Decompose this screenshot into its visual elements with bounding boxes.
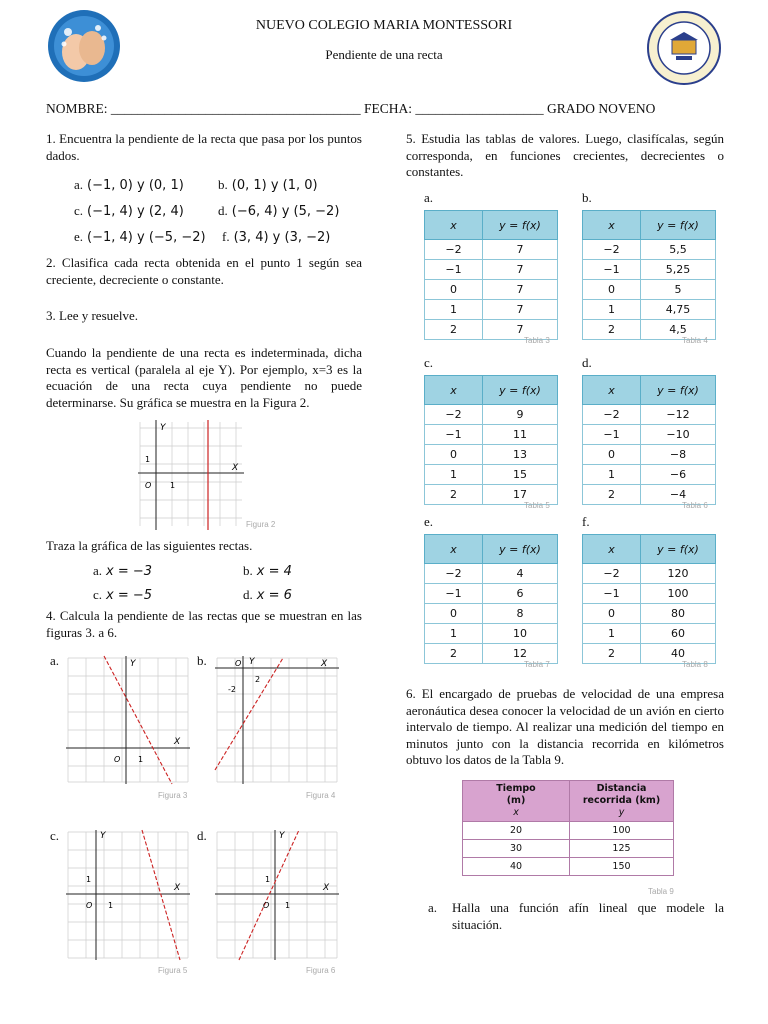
tick-label: 2 (255, 675, 261, 684)
figure-5-label: c. (50, 828, 60, 843)
origin-label: O (263, 901, 270, 910)
cell-y: −4 (641, 485, 716, 505)
tick-label: 1 (170, 481, 176, 490)
cell-x: −2 (583, 240, 641, 260)
q6-text: 6. El encargado de pruebas de velocidad de una empresa aeronáutica desea conocer la velocidad de un avión en cierto intervalo de tiempo. Al realizar una medición del tiempo en minutos junto con la distancia recorrida en kilómetros obtuvo los datos de la Tabla 9. (406, 686, 724, 767)
value-table-8 (582, 534, 716, 664)
cell-x: 0 (425, 604, 483, 624)
cell-x: −2 (583, 564, 641, 584)
value-table-7 (424, 534, 558, 664)
cell-x: 2 (583, 644, 641, 664)
x-axis-label: X (174, 737, 181, 747)
q1-text: 1. Encuentra la pendiente de la recta que pasa por los puntos dados. (46, 131, 362, 163)
table-7-label: e. (424, 514, 434, 529)
table-row (425, 465, 558, 485)
cell-x: 2 (583, 320, 641, 340)
tick-label: -2 (228, 685, 236, 694)
table-4-caption: Tabla 4 (682, 336, 708, 345)
cell-y: 4 (483, 564, 558, 584)
col-y-header: y = f(x) (641, 211, 716, 240)
table-row (583, 564, 716, 584)
table-4-label: b. (582, 190, 592, 205)
col-y-header: y = f(x) (483, 211, 558, 240)
figure-6-caption: Figura 6 (306, 966, 336, 975)
tick-label: 1 (138, 755, 144, 764)
cell-y: 11 (483, 425, 558, 445)
table-row (583, 240, 716, 260)
table-5-label: c. (424, 355, 434, 370)
cell-x: 0 (583, 445, 641, 465)
origin-label: O (86, 901, 93, 910)
q2-text: 2. Clasifica cada recta obtenida en el punto 1 según sea creciente, decreciente o constante. (46, 255, 362, 287)
cell-y: 15 (483, 465, 558, 485)
figure-4-caption: Figura 4 (306, 791, 336, 800)
figure-2-graph (136, 418, 246, 532)
cell-y: 7 (483, 320, 558, 340)
red-line (215, 658, 283, 770)
value-table-4 (582, 210, 716, 340)
cell-x: 0 (583, 604, 641, 624)
cell-x: −2 (583, 405, 641, 425)
table-row (583, 465, 716, 485)
table-3-caption: Tabla 3 (524, 336, 550, 345)
y-axis-label: Y (249, 657, 255, 667)
red-line (142, 830, 180, 960)
cell-x: −1 (425, 425, 483, 445)
col-y-header: y = f(x) (641, 376, 716, 405)
value-table-3 (424, 210, 558, 340)
q3-item-a: a. x = −3 (93, 563, 153, 579)
cell-x: 1 (425, 300, 483, 320)
table-7-caption: Tabla 7 (524, 660, 550, 669)
value-table-5 (424, 375, 558, 505)
cell-x: −2 (425, 405, 483, 425)
q1-item-a: a. (−1, 0) y (0, 1) (74, 177, 184, 193)
cell-x: 0 (583, 280, 641, 300)
cell-y: 60 (641, 624, 716, 644)
table-row (425, 624, 558, 644)
table-row (425, 425, 558, 445)
figure-3-label: a. (50, 653, 60, 668)
tick-label: 1 (265, 875, 271, 884)
cell-y: 7 (483, 280, 558, 300)
q3-item-b: b. x = 4 (243, 563, 292, 579)
cell-x: 2 (583, 485, 641, 505)
q1-item-e: e. (−1, 4) y (−5, −2) (74, 229, 206, 245)
student-fields: NOMBRE: _____________________________________ FECHA: ___________________ GRADO NOVENO (46, 101, 656, 116)
cell-y: 9 (483, 405, 558, 425)
cell-x: 2 (425, 320, 483, 340)
table-row (425, 604, 558, 624)
q1-item-c: c. (−1, 4) y (2, 4) (74, 203, 184, 219)
col-x-header: x (425, 376, 483, 405)
cell-x: 1 (583, 300, 641, 320)
y-axis-label: Y (100, 831, 106, 841)
cell-x: 0 (425, 280, 483, 300)
tick-label: 1 (145, 455, 151, 464)
value-table-6 (582, 375, 716, 505)
cell-x: −1 (425, 584, 483, 604)
q1-item-b: b. (0, 1) y (1, 0) (218, 177, 318, 193)
tick-label: 1 (108, 901, 114, 910)
cell-y: 7 (483, 300, 558, 320)
col-x-header: x (583, 376, 641, 405)
table-3-label: a. (424, 190, 434, 205)
table-row (425, 260, 558, 280)
col-y-header: y = f(x) (483, 535, 558, 564)
cell-x: 0 (425, 445, 483, 465)
table-row (583, 604, 716, 624)
table-row (425, 405, 558, 425)
cell-y: −8 (641, 445, 716, 465)
x-axis-label: X (174, 883, 181, 893)
origin-label: O (235, 659, 242, 668)
table-9-header-distance: Distancia recorrida (km) y (570, 781, 674, 822)
x-axis-label: X (323, 883, 330, 893)
table-6-label: d. (582, 355, 592, 370)
col-x-header: x (583, 211, 641, 240)
table-row (583, 260, 716, 280)
origin-label: O (145, 481, 152, 490)
cell-y: 40 (641, 644, 716, 664)
cell-y: 12 (483, 644, 558, 664)
cell-y: 80 (641, 604, 716, 624)
cell-x: −2 (425, 564, 483, 584)
cell-x: 1 (583, 624, 641, 644)
cell-y: 120 (641, 564, 716, 584)
table-row: 30 125 (463, 840, 674, 858)
cell-y: 8 (483, 604, 558, 624)
red-line (239, 830, 299, 960)
table-5-caption: Tabla 5 (524, 501, 550, 510)
q6-sub-a-text: Halla una función afín lineal que modele la situación. (452, 900, 724, 932)
cell-y: 17 (483, 485, 558, 505)
figure-6-label: d. (197, 828, 207, 843)
cell-y: 10 (483, 624, 558, 644)
q4-text: 4. Calcula la pendiente de las rectas que se muestran en las figuras 3. a 6. (46, 608, 362, 640)
col-y-header: y = f(x) (641, 535, 716, 564)
cell-y: 6 (483, 584, 558, 604)
school-name: NUEVO COLEGIO MARIA MONTESSORI (255, 18, 513, 33)
table-row (583, 300, 716, 320)
cell-y: 7 (483, 240, 558, 260)
table-9 (462, 780, 674, 876)
cell-x: 1 (425, 624, 483, 644)
cell-x: −1 (583, 260, 641, 280)
table-8-label: f. (582, 514, 590, 529)
origin-label: O (114, 755, 121, 764)
cell-x: −1 (583, 425, 641, 445)
tick-label: 1 (86, 875, 92, 884)
cell-y: 5 (641, 280, 716, 300)
cell-x: 2 (425, 485, 483, 505)
cell-x: 2 (425, 644, 483, 664)
table-9-caption: Tabla 9 (648, 887, 674, 896)
y-axis-label: Y (130, 659, 136, 669)
x-axis-label: X (321, 659, 328, 669)
q3-item-d: d. x = 6 (243, 587, 292, 603)
cell-x: 1 (425, 465, 483, 485)
cell-y: 7 (483, 260, 558, 280)
figure-4-graph (213, 654, 341, 786)
figure-4-label: b. (197, 653, 207, 668)
table-row (583, 445, 716, 465)
table-row (425, 564, 558, 584)
table-row: 20 100 (463, 822, 674, 840)
table-row (583, 584, 716, 604)
cell-y: −12 (641, 405, 716, 425)
cell-y: 4,75 (641, 300, 716, 320)
cell-x: −2 (425, 240, 483, 260)
table-row (425, 280, 558, 300)
figure-5-graph (64, 828, 192, 962)
cell-x: 1 (583, 465, 641, 485)
table-row (425, 240, 558, 260)
q6-sub-a-label: a. (428, 900, 438, 915)
table-row (583, 425, 716, 445)
y-axis-label: Y (160, 423, 166, 433)
y-axis-label: Y (279, 831, 285, 841)
table-row (583, 280, 716, 300)
col-y-header: y = f(x) (483, 376, 558, 405)
q3-trace-text: Traza la gráfica de las siguientes rectas. (46, 538, 253, 553)
figure-5-caption: Figura 5 (158, 966, 188, 975)
cell-y: 4,5 (641, 320, 716, 340)
q3-body: Cuando la pendiente de una recta es indeterminada, dicha recta es vertical (paralela al eje Y). Por ejemplo, x=3 es la ecuación de una recta cuya pendiente no puede determinarse. Su gráfica se muestra en la Figura 2. (46, 345, 362, 410)
tick-label: 1 (285, 901, 291, 910)
cell-y: 100 (641, 584, 716, 604)
x-axis-label: X (232, 463, 239, 473)
table-row (583, 624, 716, 644)
q1-item-d: d. (−6, 4) y (5, −2) (218, 203, 340, 219)
table-row (583, 405, 716, 425)
figure-6-graph (213, 828, 341, 962)
q1-item-f: f. (3, 4) y (3, −2) (222, 229, 331, 245)
table-row (425, 300, 558, 320)
table-row: 40 150 (463, 858, 674, 876)
cell-y: 5,25 (641, 260, 716, 280)
q3-title: 3. Lee y resuelve. (46, 308, 139, 323)
table-row (425, 445, 558, 465)
cell-x: −1 (583, 584, 641, 604)
table-row (425, 584, 558, 604)
cell-y: 5,5 (641, 240, 716, 260)
worksheet-topic: Pendiente de una recta (325, 47, 443, 62)
table-9-header-time: Tiempo (m) x (463, 781, 570, 822)
figure-2-caption: Figura 2 (246, 520, 276, 529)
figure-3-caption: Figura 3 (158, 791, 188, 800)
col-x-header: x (425, 211, 483, 240)
col-x-header: x (583, 535, 641, 564)
cell-y: −6 (641, 465, 716, 485)
table-6-caption: Tabla 6 (682, 501, 708, 510)
col-x-header: x (425, 535, 483, 564)
figure-3-graph (64, 654, 192, 786)
cell-y: 13 (483, 445, 558, 465)
cell-x: −1 (425, 260, 483, 280)
table-8-caption: Tabla 8 (682, 660, 708, 669)
cell-y: −10 (641, 425, 716, 445)
q3-item-c: c. x = −5 (93, 587, 153, 603)
red-line (104, 656, 172, 784)
q5-text: 5. Estudia las tablas de valores. Luego, clasifícalas, según corresponda, en funciones crecientes, decrecientes o constantes. (406, 131, 724, 179)
